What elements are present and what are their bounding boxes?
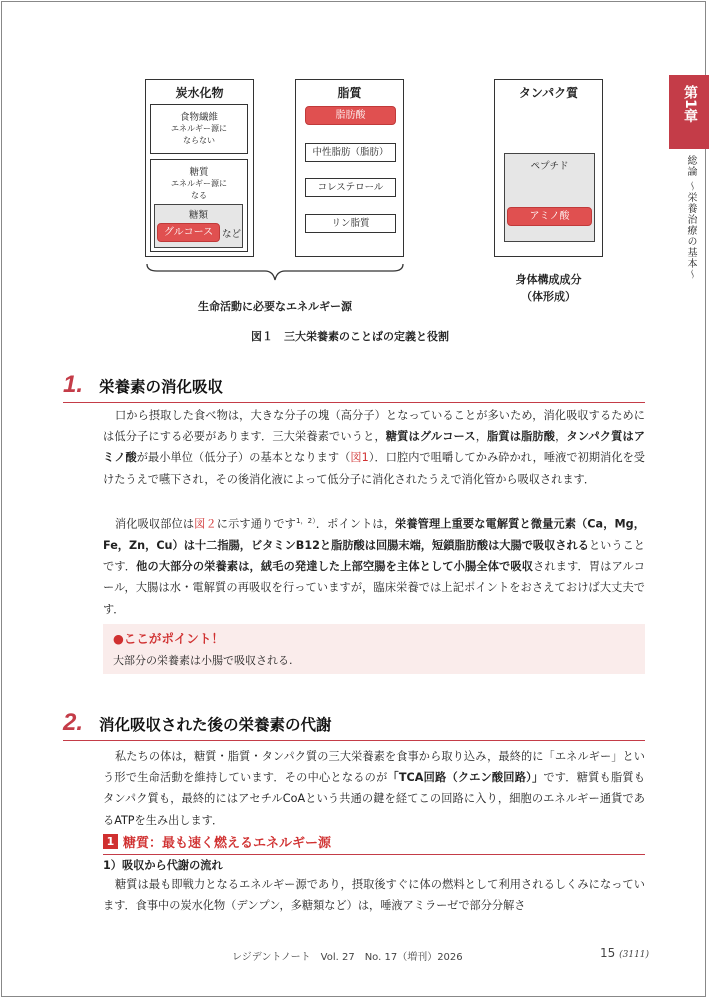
chapter-number: 第1章	[682, 85, 698, 123]
peptide-label: ペプチド	[530, 161, 569, 172]
sugar-note1: エネルギー源に	[171, 179, 227, 188]
fatty-acid-pill: 脂肪酸	[305, 106, 396, 125]
section1-heading	[63, 372, 645, 403]
peptide-box	[504, 153, 595, 242]
etc-label: など	[222, 229, 242, 240]
glucose-pill: グルコース	[157, 223, 220, 242]
body-form-label: （体形成）	[521, 290, 576, 303]
figure1-link[interactable]: 図1	[350, 451, 369, 465]
carbohydrate-box	[145, 79, 254, 257]
citation-sup[interactable]: 1，2）	[295, 517, 316, 525]
protein-title: タンパク質	[518, 86, 579, 100]
sugars-box	[154, 204, 243, 248]
footer-page: 15 (3111)	[600, 946, 650, 960]
figure-caption: 図１ 三大栄養素のことばの定義と役割	[251, 330, 449, 343]
sub-subsection-title: 1）吸収から代謝の流れ	[103, 859, 223, 872]
sugar-title: 糖質	[189, 167, 209, 178]
sugars-label: 糖類	[188, 210, 208, 221]
section1-paragraph1: 口から摂取した食べ物は，大きな分子の塊（高分子）となっていることが多いため，消化吸収するためには低分子にする必要があります．三大栄養素でいうと，糖質はグルコース，脂質は脂肪酸，タンパク質はアミノ酸が最小単位（低分子）の基本となります（図1）．口腔内で咀嚼してかみ砕かれ，唾液で初期消化を受けたうえで嚥下され，その後消化液によって低分子に消化されたうえで消化管から吸収されます．	[103, 409, 645, 486]
energy-source-label: 生命活動に必要なエネルギー源	[198, 300, 352, 313]
body-component-label: 身体構成成分	[515, 273, 582, 286]
sugar-note2: なる	[191, 191, 207, 200]
section2-paragraph2: 糖質は最も即戦力となるエネルギー源であり，摂取後すぐに体の燃料として利用されるしくみになっています．食事中の炭水化物（デンプン，多糖類など）は，唾液アミラーゼで部分分解さ	[103, 878, 645, 913]
neutral-fat-box: 中性脂肪（脂肪）	[305, 143, 396, 162]
point-box	[103, 624, 645, 674]
lipid-box	[295, 79, 404, 257]
subsection-number: 1	[103, 834, 118, 849]
protein-box	[494, 79, 603, 257]
section1-title: 栄養素の消化吸収	[99, 378, 224, 396]
subsection-title: 糖質：最も速く燃えるエネルギー源	[123, 836, 332, 851]
sugar-box	[150, 159, 248, 252]
section1-paragraph2: 消化吸収部位は図２に示す通りです$^{1,2)}$．ポイントは，栄養管理上重要な電解質と微量元素（Ca，Mg，Fe，Zn，Cu）は十二指腸，ビタミンB12と脂肪酸は回腸末端，短鎖脂肪酸は大腸で吸収されるということです．他の大部分の栄養素は，絨毛の発達した上部空腸を主体として小腸全体で吸収されます．胃はアルコール，大腸は水・電解質の再吸収を行っていますが，臨床栄養では上記ポイントをおさえておけば大丈夫です．	[103, 517, 645, 616]
point-title: ●ここがポイント！	[113, 631, 224, 646]
dietary-fiber-note2: ならない	[183, 136, 215, 145]
carbohydrate-title: 炭水化物	[175, 86, 224, 100]
section2-number: 2.	[63, 709, 84, 736]
section2-heading	[63, 710, 645, 741]
chapter-label: 総論 〜栄養治療の基本〜	[685, 155, 696, 281]
footer-journal: レジデントノート Vol. 27 No. 17（増刊）2026	[232, 952, 463, 963]
lipid-title: 脂質	[337, 86, 362, 100]
phospholipid-box: リン脂質	[305, 214, 396, 233]
chapter-tab	[669, 75, 709, 149]
section1-number: 1.	[63, 371, 84, 398]
section2-title: 消化吸収された後の栄養素の代謝	[99, 716, 332, 734]
brace	[145, 262, 405, 286]
dietary-fiber-box	[150, 104, 248, 154]
section2-paragraph1: 私たちの体は，糖質・脂質・タンパク質の三大栄養素を食事から取り込み，最終的に「エネルギー」という形で生命活動を維持しています．その中心となるのが「TCA回路（クエン酸回路）」です．糖質も脂質もタンパク質も，最終的にはアセチルCoAという共通の鍵を経てこの回路に入り，細胞のエネルギー通貨であるATPを生み出します．	[103, 750, 645, 827]
subsection-heading	[103, 832, 645, 855]
figure2-link[interactable]: 図２	[194, 517, 217, 531]
dietary-fiber-note1: エネルギー源に	[171, 124, 227, 133]
dietary-fiber-title: 食物繊維	[179, 112, 218, 123]
amino-acid-pill: アミノ酸	[507, 207, 592, 226]
cholesterol-box: コレステロール	[305, 178, 396, 197]
point-body: 大部分の栄養素は小腸で吸収される.	[113, 654, 293, 667]
